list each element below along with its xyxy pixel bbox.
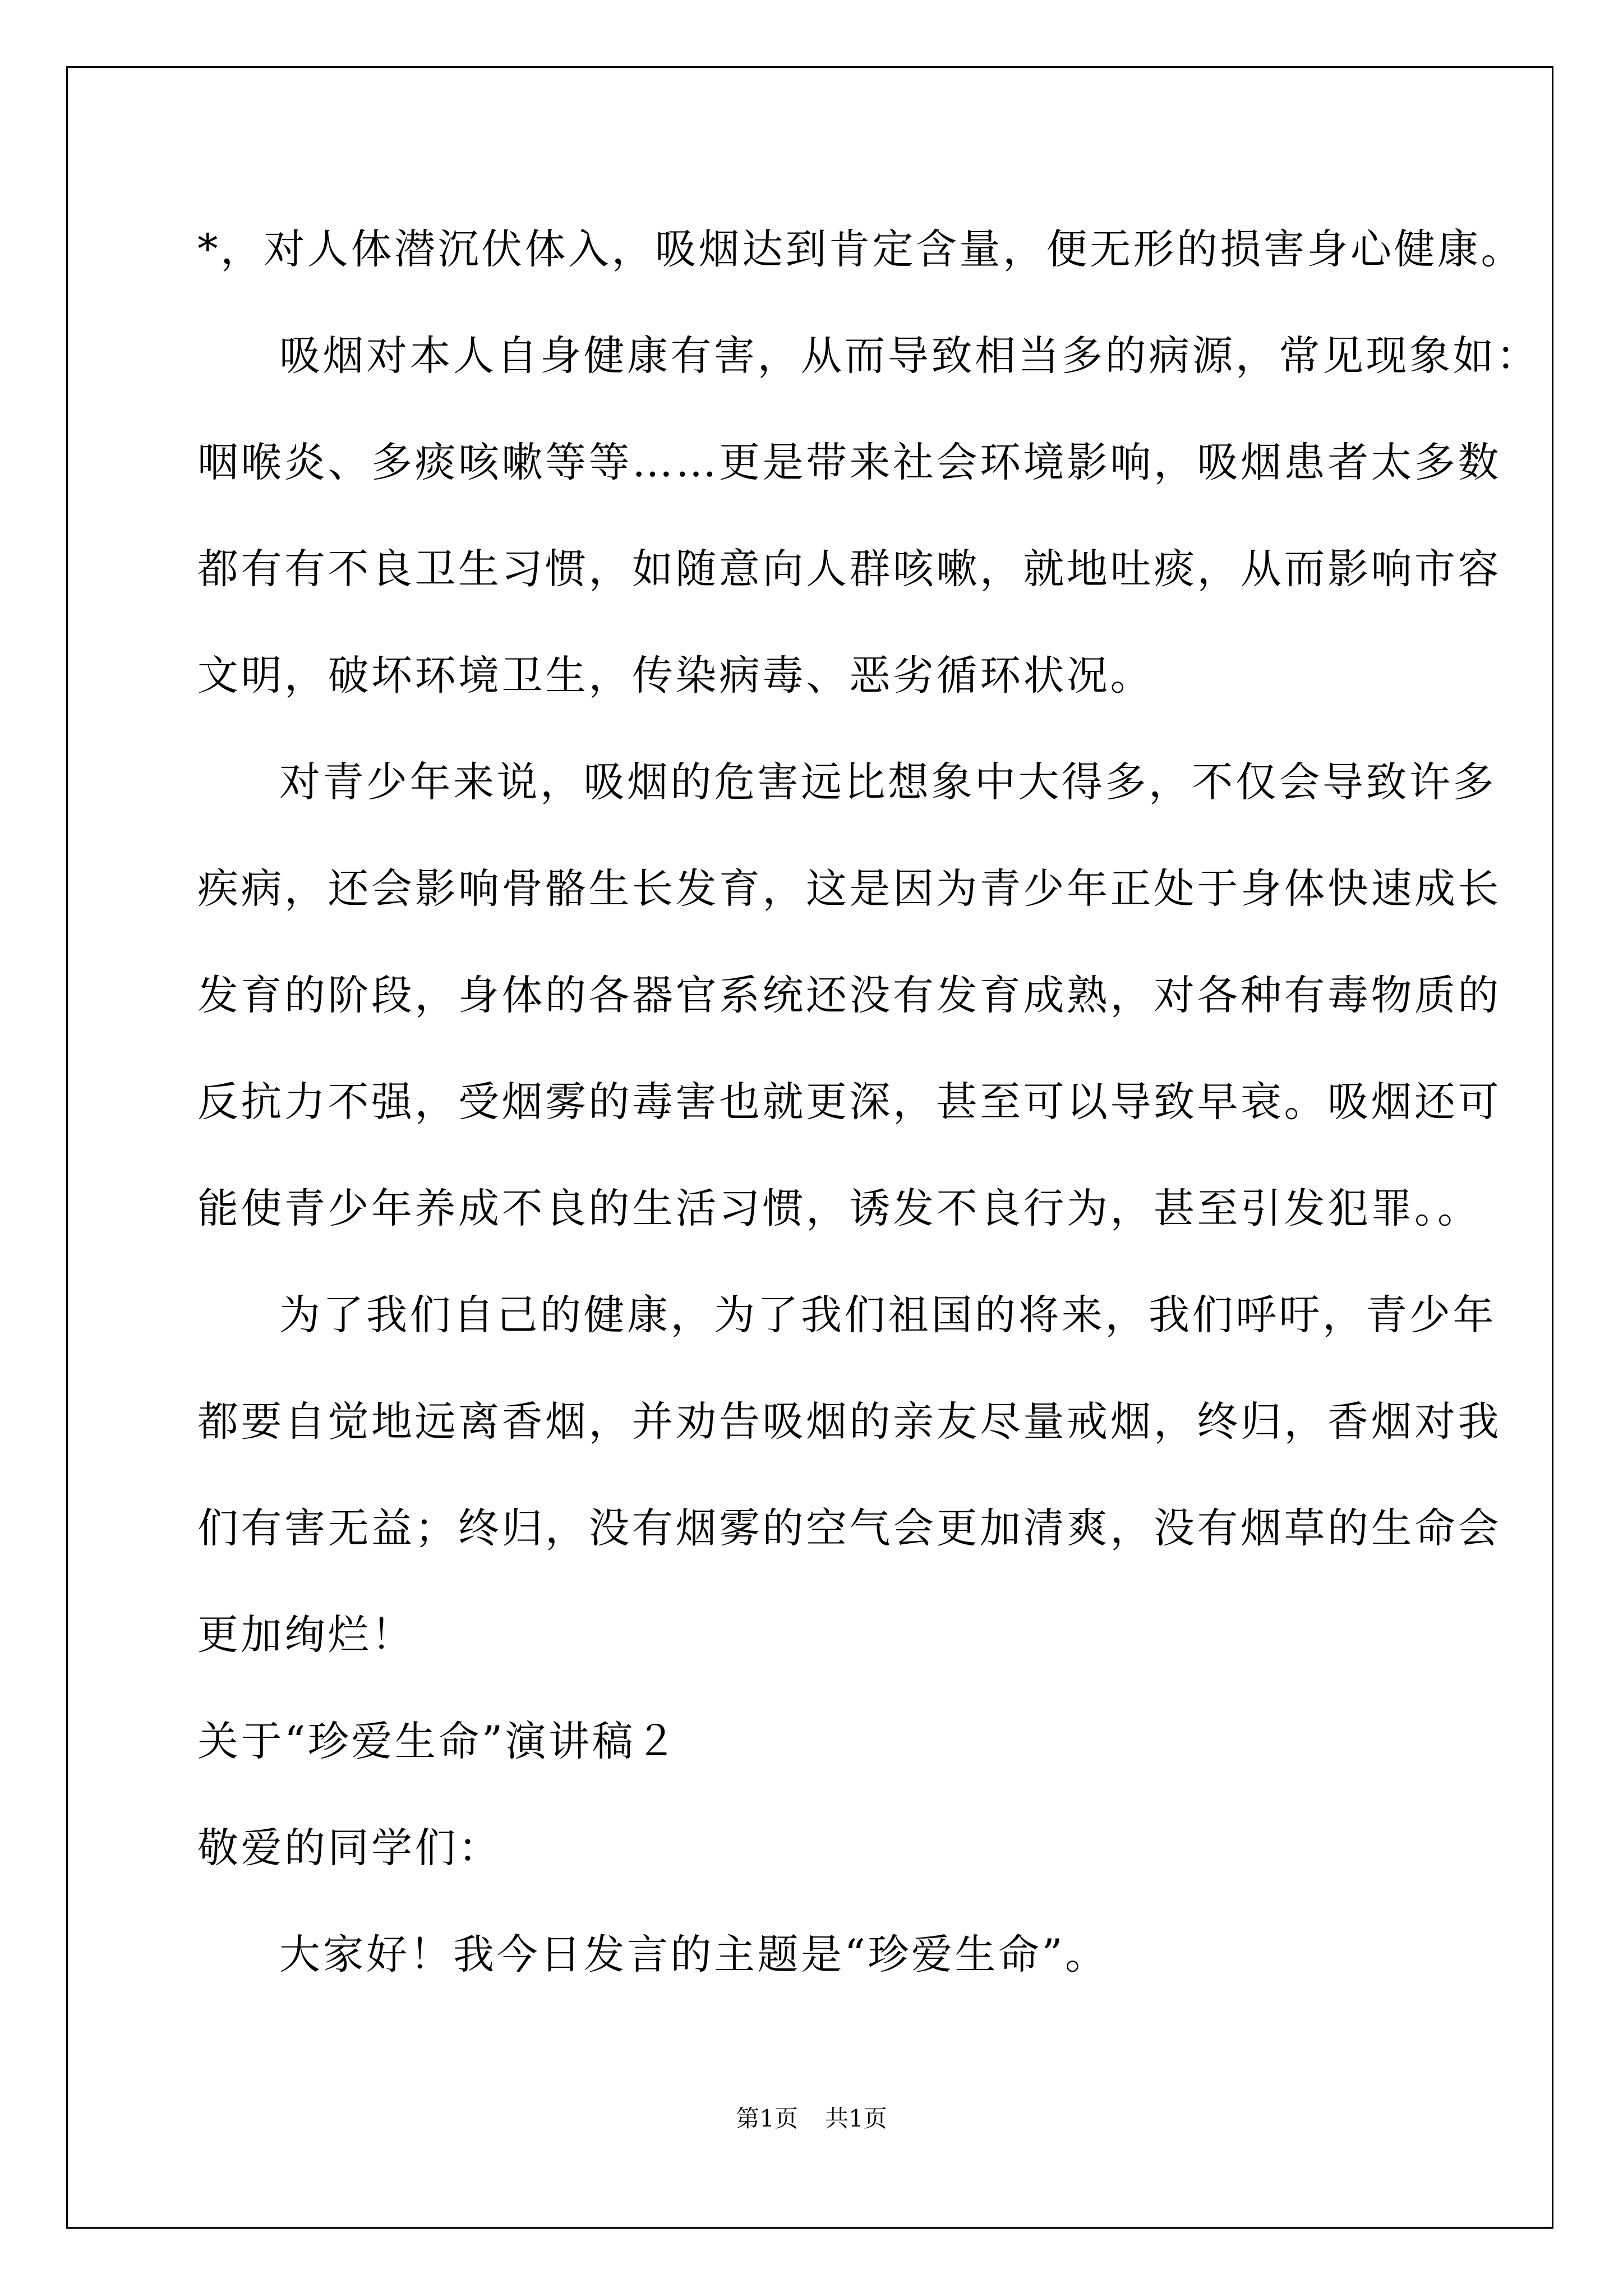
paragraph-line: 大家好！我今日发言的主题是“珍爱生命”。 (279, 1931, 1109, 1978)
paragraph-line: 对青少年来说，吸烟的危害远比想象中大得多，不仅会导致许多 (279, 758, 1496, 806)
paragraph-line: 发育的阶段，身体的各器官系统还没有发育成熟，对各种有毒物质的 (197, 972, 1501, 1019)
paragraph-line: 疾病，还会影响骨骼生长发育，这是因为青少年正处于身体快速成长 (197, 865, 1501, 913)
paragraph-line: 为了我们自己的健康，为了我们祖国的将来，我们呼吁，青少年 (279, 1291, 1496, 1339)
page-border (66, 66, 1553, 2229)
page-number: 第1页 (736, 2105, 798, 2132)
paragraph-line: 们有害无益；终归，没有烟雾的空气会更加清爽，没有烟草的生命会 (197, 1504, 1501, 1552)
paragraph-line: 都有有不良卫生习惯，如随意向人群咳嗽，就地吐痰，从而影响市容 (197, 545, 1501, 593)
paragraph-line: 吸烟对本人自身健康有害，从而导致相当多的病源，常见现象如： (279, 332, 1540, 380)
paragraph-line: 都要自觉地远离香烟，并劝告吸烟的亲友尽量戒烟，终归，香烟对我 (197, 1398, 1501, 1446)
page-footer (0, 2102, 1623, 2136)
page-total: 共1页 (825, 2105, 887, 2132)
paragraph-line: 能使青少年养成不良的生活习惯，诱发不良行为，甚至引发犯罪。。 (197, 1185, 1481, 1232)
paragraph-line: 文明，破坏环境卫生，传染病毒、恶劣循环状况。 (197, 652, 1154, 700)
salutation: 敬爱的同学们： (197, 1824, 502, 1872)
paragraph-line: 咽喉炎、多痰咳嗽等等……更是带来社会环境影响，吸烟患者太多数 (197, 439, 1501, 486)
paragraph-line: 反抗力不强，受烟雾的毒害也就更深，甚至可以导致早衰。吸烟还可 (197, 1078, 1501, 1126)
paragraph-line: *，对人体潜沉伏体入，吸烟达到肯定含量，便无形的损害身心健康。 (197, 226, 1524, 273)
section-heading: 关于“珍爱生命”演讲稿２ (197, 1718, 679, 1765)
paragraph-line: 更加绚烂！ (197, 1611, 415, 1659)
